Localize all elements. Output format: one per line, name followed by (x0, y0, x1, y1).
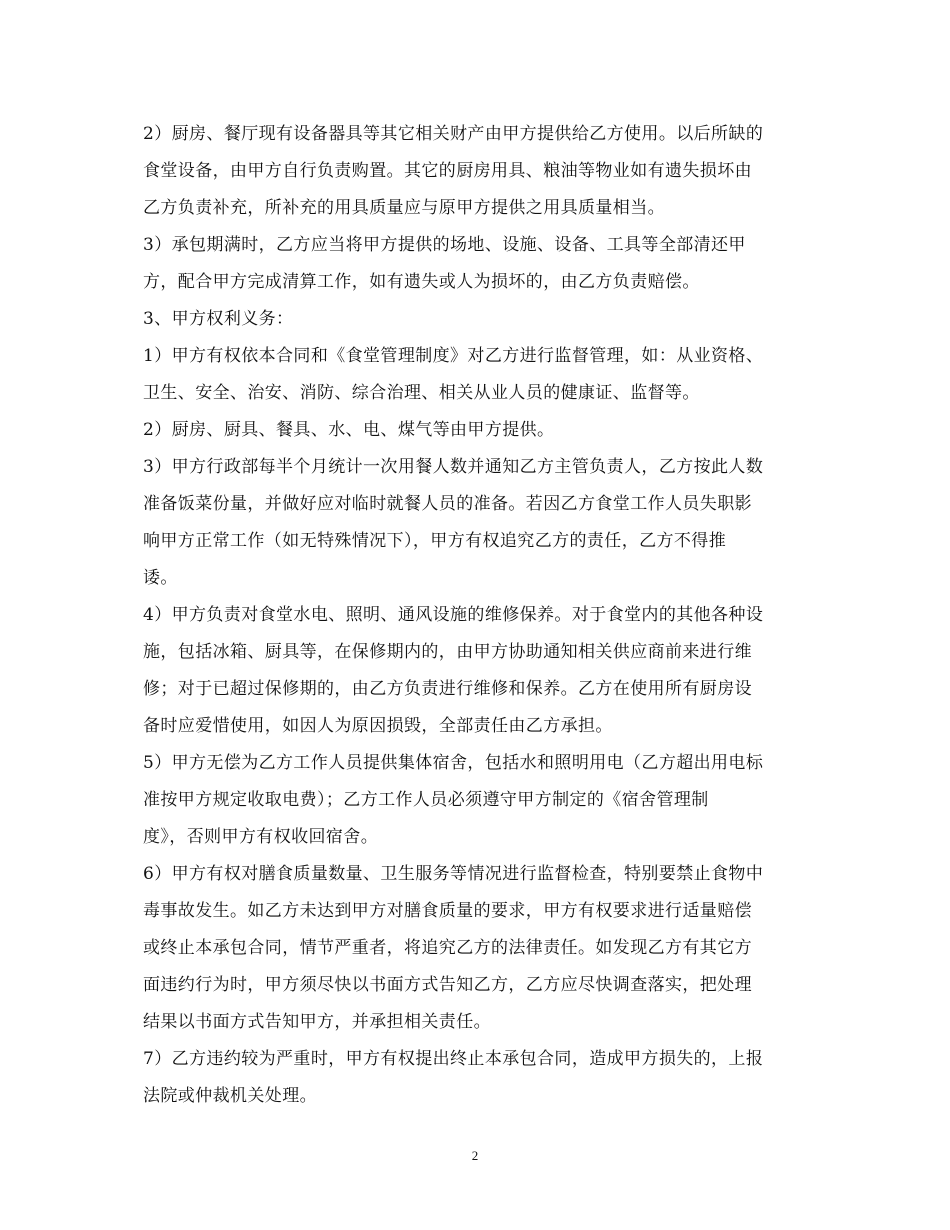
text-line: 3）承包期满时，乙方应当将甲方提供的场地、设施、设备、工具等全部清还甲 (143, 235, 746, 255)
text-line: 响甲方正常工作（如无特殊情况下），甲方有权追究乙方的责任，乙方不得推 (143, 531, 727, 551)
document-body (143, 116, 813, 1115)
text-line: 5）甲方无偿为乙方工作人员提供集体宿舍，包括水和照明用电（乙方超出用电标 (143, 753, 764, 773)
text-line: 施，包括冰箱、厨具等，在保修期内的，由甲方协助通知相关供应商前来进行维 (143, 642, 752, 662)
text-line: 3）甲方行政部每半个月统计一次用餐人数并通知乙方主管负责人，乙方按此人数 (143, 457, 764, 477)
text-line: 6）甲方有权对膳食质量数量、卫生服务等情况进行监督检查，特别要禁止食物中 (143, 864, 764, 884)
text-line: 准备饭菜份量，并做好应对临时就餐人员的准备。若因乙方食堂工作人员失职影 (143, 494, 752, 514)
text-line: 2）厨房、厨具、餐具、水、电、煤气等由甲方提供。 (143, 420, 555, 440)
text-line: 毒事故发生。如乙方未达到甲方对膳食质量的要求，甲方有权要求进行适量赔偿 (143, 901, 752, 921)
text-line: 乙方负责补充，所补充的用具质量应与原甲方提供之用具质量相当。 (143, 198, 665, 218)
text-line: 准按甲方规定收取电费）；乙方工作人员必须遵守甲方制定的《宿舍管理制 (143, 790, 709, 810)
text-line: 4）甲方负责对食堂水电、照明、通风设施的维修保养。对于食堂内的其他各种设 (143, 605, 764, 625)
text-line: 或终止本承包合同，情节严重者，将追究乙方的法律责任。如发现乙方有其它方 (143, 938, 752, 958)
text-line: 度》，否则甲方有权收回宿舍。 (143, 827, 379, 847)
text-line: 2）厨房、餐厅现有设备器具等其它相关财产由甲方提供给乙方使用。以后所缺的 (143, 124, 764, 144)
text-line: 1）甲方有权依本合同和《食堂管理制度》对乙方进行监督管理，如：从业资格、 (143, 346, 764, 366)
text-line: 诿。 (143, 568, 178, 588)
text-line: 法院或仲裁机关处理。 (143, 1086, 317, 1106)
text-line: 卫生、安全、治安、消防、综合治理、相关从业人员的健康证、监督等。 (143, 383, 700, 403)
text-line: 备时应爱惜使用，如因人为原因损毁，全部责任由乙方承担。 (143, 716, 613, 736)
text-line: 7）乙方违约较为严重时，甲方有权提出终止本承包合同，造成甲方损失的，上报 (143, 1049, 764, 1069)
section-heading: 3、甲方权利义务： (143, 309, 294, 329)
page-number: 2 (471, 1148, 479, 1163)
text-line: 面违约行为时，甲方须尽快以书面方式告知乙方，乙方应尽快调查落实，把处理 (143, 975, 752, 995)
text-line: 修；对于已超过保修期的，由乙方负责进行维修和保养。乙方在使用所有厨房设 (143, 679, 752, 699)
text-line: 方，配合甲方完成清算工作，如有遗失或人为损坏的，由乙方负责赔偿。 (143, 272, 700, 292)
text-line: 食堂设备，由甲方自行负责购置。其它的厨房用具、粮油等物业如有遗失损坏由 (143, 161, 752, 181)
text-line: 结果以书面方式告知甲方，并承担相关责任。 (143, 1012, 491, 1032)
